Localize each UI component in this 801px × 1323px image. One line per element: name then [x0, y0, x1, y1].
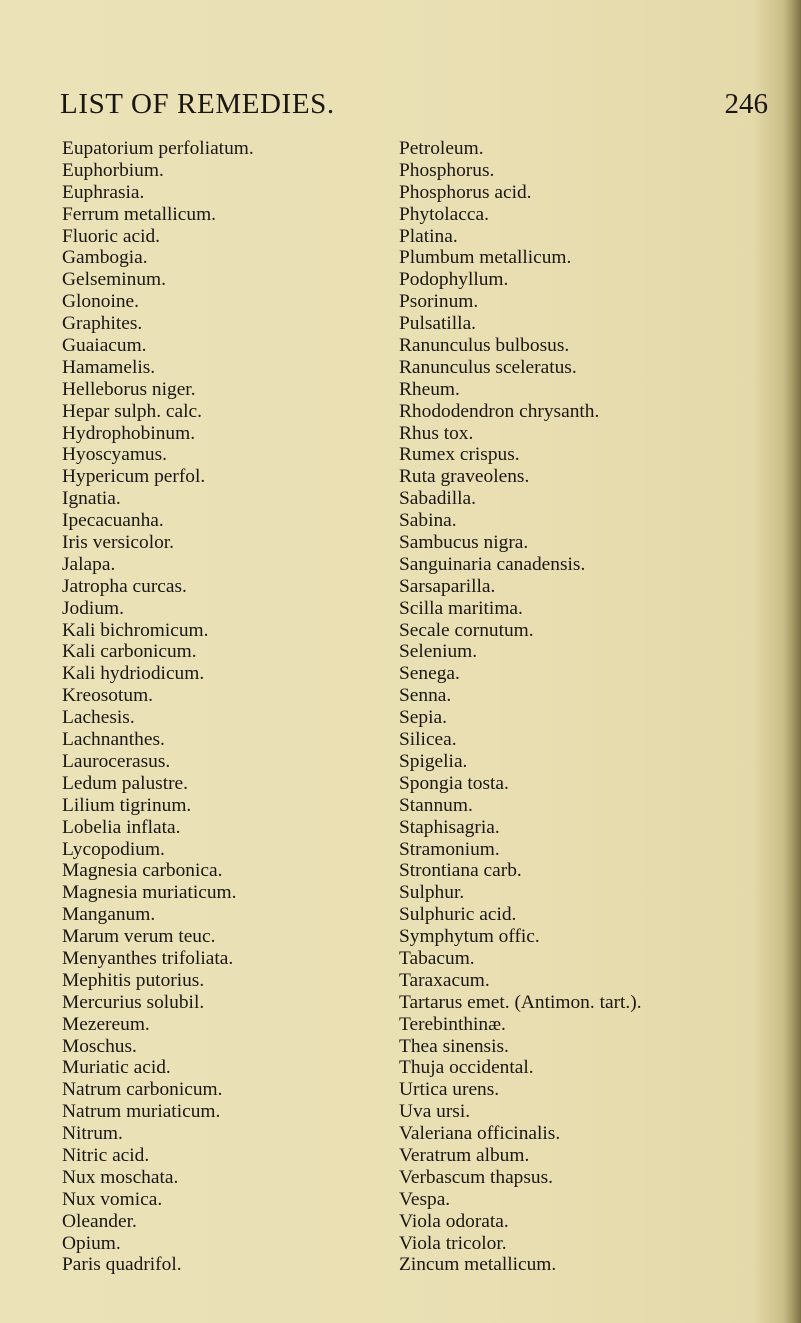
- remedy-list-item: Iris versicolor.: [62, 532, 175, 554]
- remedy-list-item: Symphytum offic.: [399, 926, 540, 948]
- remedy-list-item: Lycopodium.: [62, 838, 165, 860]
- remedy-list-item: Rhododendron chrysanth.: [399, 400, 600, 422]
- remedy-list-item: Scilla maritima.: [399, 597, 523, 619]
- remedy-list-item: Stramonium.: [399, 838, 500, 860]
- remedy-list-item: Vespa.: [399, 1188, 451, 1210]
- remedy-list-item: Manganum.: [62, 904, 156, 926]
- remedy-list-item: Sulphur.: [399, 882, 465, 904]
- remedy-list-item: Opium.: [62, 1232, 121, 1254]
- remedy-list-item: Jatropha curcas.: [62, 575, 187, 597]
- remedy-list-item: Sulphuric acid.: [399, 904, 517, 926]
- remedy-list-item: Viola tricolor.: [399, 1232, 507, 1254]
- remedy-list-item: Natrum muriaticum.: [62, 1101, 221, 1123]
- remedy-list-item: Sepia.: [399, 707, 447, 729]
- remedy-list-item: Nux moschata.: [62, 1166, 179, 1188]
- remedy-list-item: Taraxacum.: [399, 969, 490, 991]
- remedy-list-item: Nitric acid.: [62, 1144, 150, 1166]
- remedy-list-item: Muriatic acid.: [62, 1057, 171, 1079]
- remedy-list-item: Podophyllum.: [399, 269, 509, 291]
- remedy-list-item: Ranunculus bulbosus.: [399, 335, 570, 357]
- remedy-list-item: Psorinum.: [399, 291, 479, 313]
- remedy-list-item: Nux vomica.: [62, 1188, 163, 1210]
- remedy-list-item: Kali hydriodicum.: [62, 663, 205, 685]
- remedy-list-item: Kali bichromicum.: [62, 619, 209, 641]
- remedy-list-item: Pulsatilla.: [399, 313, 477, 335]
- remedy-list-item: Stannum.: [399, 794, 473, 816]
- remedy-list-item: Thuja occidental.: [399, 1057, 534, 1079]
- remedy-list-item: Ledum palustre.: [62, 772, 189, 794]
- remedy-list-item: Gelseminum.: [62, 269, 166, 291]
- remedy-list-item: Spongia tosta.: [399, 772, 509, 794]
- remedy-list-item: Sabadilla.: [399, 488, 477, 510]
- remedy-list-item: Kali carbonicum.: [62, 641, 197, 663]
- remedy-list-item: Oleander.: [62, 1210, 137, 1232]
- remedy-list-item: Spigelia.: [399, 750, 468, 772]
- remedy-list-item: Rhus tox.: [399, 422, 474, 444]
- remedy-list-item: Valeriana officinalis.: [399, 1123, 561, 1145]
- remedy-list-item: Sanguinaria canadensis.: [399, 553, 586, 575]
- remedy-list-item: Jodium.: [62, 597, 124, 619]
- remedy-list-item: Lachnanthes.: [62, 729, 165, 751]
- remedy-list-item: Sarsaparilla.: [399, 575, 496, 597]
- remedy-list-item: Ipecacuanha.: [62, 510, 164, 532]
- remedy-list-item: Hepar sulph. calc.: [62, 400, 202, 422]
- remedy-list-item: Verbascum thapsus.: [399, 1166, 554, 1188]
- remedy-list-item: Magnesia carbonica.: [62, 860, 223, 882]
- remedy-list-item: Petroleum.: [399, 138, 484, 159]
- remedy-list-item: Staphisagria.: [399, 816, 500, 838]
- remedy-list-item: Senna.: [399, 685, 452, 707]
- page-number: 246: [724, 88, 768, 120]
- page-title: LIST OF REMEDIES.: [60, 88, 335, 120]
- remedy-list-item: Hyoscyamus.: [62, 444, 168, 466]
- remedy-list-item: Phosphorus acid.: [399, 181, 532, 203]
- remedy-list-item: Nitrum.: [62, 1123, 123, 1145]
- remedy-list-item: Ranunculus sceleratus.: [399, 356, 577, 378]
- remedy-list-item: Viola odorata.: [399, 1210, 509, 1232]
- remedy-list-item: Gambogia.: [62, 247, 148, 269]
- remedy-list-item: Glonoine.: [62, 291, 140, 313]
- remedy-list-item: Phytolacca.: [399, 203, 489, 225]
- remedy-list-item: Hypericum perfol.: [62, 466, 206, 488]
- remedy-list-item: Paris quadrifol.: [62, 1254, 182, 1276]
- remedy-list-item: Secale cornutum.: [399, 619, 534, 641]
- remedy-list-item: Sabina.: [399, 510, 457, 532]
- remedy-list-item: Ignatia.: [62, 488, 121, 510]
- remedy-list-item: Jalapa.: [62, 553, 116, 575]
- remedy-list-item: Selenium.: [399, 641, 478, 663]
- remedy-list-item: Senega.: [399, 663, 460, 685]
- remedy-list-item: Guaiacum.: [62, 335, 147, 357]
- remedy-list-item: Graphites.: [62, 313, 143, 335]
- remedy-list-item: Rheum.: [399, 378, 460, 400]
- remedy-list-item: Lachesis.: [62, 707, 135, 729]
- remedy-list-item: Moschus.: [62, 1035, 137, 1057]
- remedy-list-item: Hydrophobinum.: [62, 422, 196, 444]
- remedy-list-item: Phosphorus.: [399, 159, 495, 181]
- remedy-list-item: Ferrum metallicum.: [62, 203, 217, 225]
- remedy-list-item: Fluoric acid.: [62, 225, 161, 247]
- remedies-list-right: [399, 138, 789, 1276]
- remedy-list-item: Urtica urens.: [399, 1079, 500, 1101]
- remedies-list-left: [62, 138, 382, 1276]
- remedy-list-item: Mephitis putorius.: [62, 969, 205, 991]
- remedy-list-item: Magnesia muriaticum.: [62, 882, 237, 904]
- remedy-list-item: Hamamelis.: [62, 356, 156, 378]
- remedy-list-item: Euphorbium.: [62, 159, 164, 181]
- remedy-list-item: Terebinthinæ.: [399, 1013, 506, 1035]
- remedy-list-item: Marum verum teuc.: [62, 926, 216, 948]
- remedy-list-item: Tabacum.: [399, 947, 475, 969]
- remedy-list-item: Mercurius solubil.: [62, 991, 205, 1013]
- remedy-list-item: Eupatorium perfoliatum.: [62, 138, 254, 159]
- remedy-list-item: Mezereum.: [62, 1013, 150, 1035]
- remedy-list-item: Strontiana carb.: [399, 860, 522, 882]
- remedy-list-item: Lobelia inflata.: [62, 816, 181, 838]
- remedy-list-item: Tartarus emet. (Antimon. tart.).: [399, 991, 642, 1013]
- remedy-list-item: Euphrasia.: [62, 181, 145, 203]
- remedy-list-item: Kreosotum.: [62, 685, 154, 707]
- running-header: [60, 86, 768, 122]
- remedy-list-item: Uva ursi.: [399, 1101, 471, 1123]
- remedy-list-item: Helleborus niger.: [62, 378, 196, 400]
- remedy-list-item: Rumex crispus.: [399, 444, 520, 466]
- remedy-list-item: Silicea.: [399, 729, 457, 751]
- remedy-list-item: Ruta graveolens.: [399, 466, 530, 488]
- remedy-list-item: Lilium tigrinum.: [62, 794, 192, 816]
- remedy-list-item: Platina.: [399, 225, 458, 247]
- remedy-list-item: Veratrum album.: [399, 1144, 530, 1166]
- remedy-list-item: Laurocerasus.: [62, 750, 171, 772]
- remedy-list-item: Menyanthes trifoliata.: [62, 947, 234, 969]
- remedy-list-item: Sambucus nigra.: [399, 532, 529, 554]
- remedy-list-item: Thea sinensis.: [399, 1035, 509, 1057]
- remedy-list-item: Natrum carbonicum.: [62, 1079, 223, 1101]
- remedy-list-item: Zincum metallicum.: [399, 1254, 557, 1276]
- remedy-list-item: Plumbum metallicum.: [399, 247, 572, 269]
